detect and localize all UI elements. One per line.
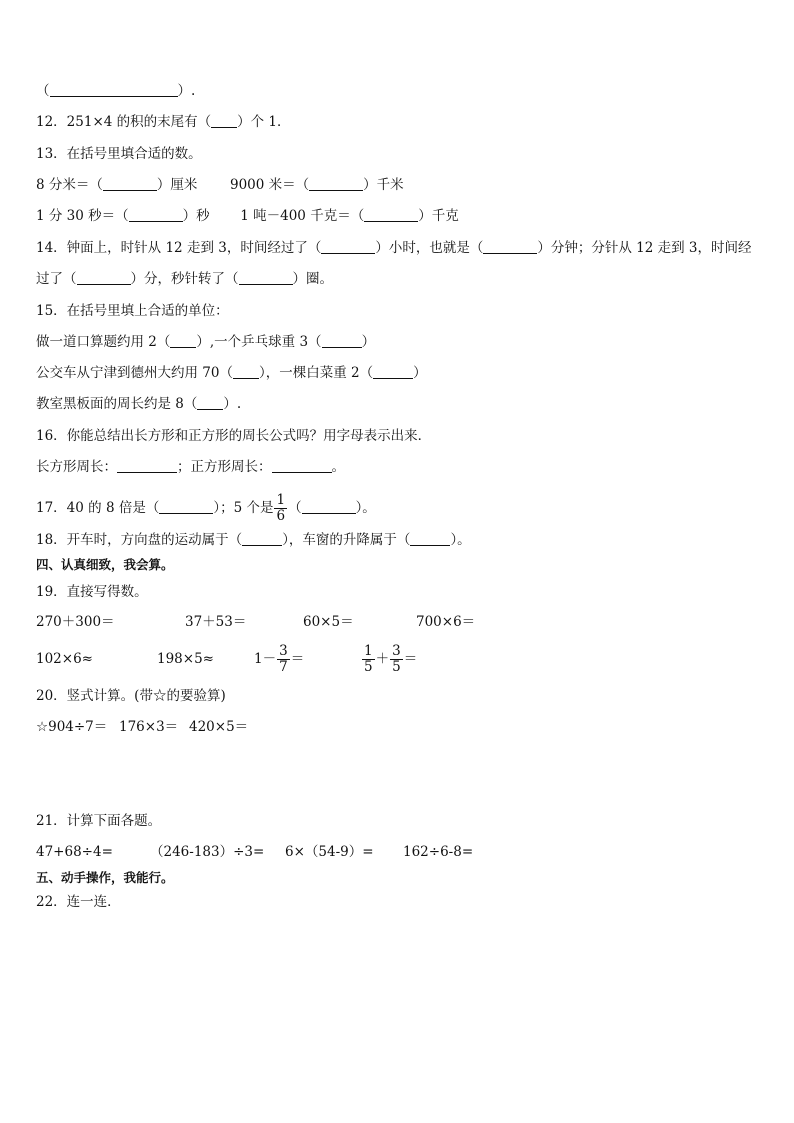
calc-item: 162÷6-8= [403, 844, 474, 860]
calc-item: 6×（54-9）= [285, 844, 374, 860]
calc-item: 700×6＝ [416, 614, 476, 630]
question-13-row2 [36, 207, 459, 225]
question-16-title: 16．你能总结出长方形和正方形的周长公式吗？用字母表示出来． [36, 428, 432, 444]
q11-open: （ [36, 83, 50, 99]
q18-b: ），车窗的升降属于（ [282, 532, 411, 548]
answer-blank[interactable] [170, 334, 196, 348]
q12-text: 12．251×4 的积的末尾有（ [36, 114, 212, 130]
fraction-3-5 [390, 644, 403, 675]
question-15-row1 [36, 333, 375, 351]
q14-l1b: ）小时，也就是（ [375, 240, 484, 256]
q15-a1v: ） [361, 334, 376, 350]
answer-blank[interactable] [103, 177, 157, 191]
fraction-1-5 [362, 644, 375, 675]
answer-blank[interactable] [410, 532, 450, 546]
calc-item: 176×3＝ [119, 719, 179, 735]
calc-item: 60×5＝ [303, 614, 354, 630]
plus-sign: ＋ [375, 651, 390, 667]
question-15-row3 [36, 395, 241, 413]
q17-c: （ [288, 500, 302, 516]
calc-item: 420×5＝ [189, 719, 249, 735]
question-17 [36, 493, 376, 524]
calc-item: 37＋53＝ [185, 614, 247, 630]
answer-blank[interactable] [239, 271, 293, 285]
fraction-numerator: 1 [276, 492, 286, 508]
calc-item-fraction-2 [361, 641, 417, 677]
fraction-3-7 [277, 644, 290, 675]
fraction-one-sixth [274, 493, 287, 524]
q13-a2: 9000 米＝（ [229, 177, 310, 193]
q13-b1: 1 分 30 秒＝（ [36, 208, 129, 224]
question-13-row1 [36, 176, 404, 194]
q17-d: ）。 [355, 500, 376, 516]
answer-blank[interactable] [373, 365, 413, 379]
fraction-denominator: 5 [364, 659, 373, 675]
q17-a: 17．40 的 8 倍是（ [36, 500, 160, 516]
answer-blank[interactable] [197, 396, 223, 410]
q16-square-label: ；正方形周长： [177, 459, 272, 475]
q17-b: ）；5 个是 [213, 500, 274, 516]
question-15-row2 [36, 364, 427, 382]
q13-b2-unit: ）千克 [418, 208, 459, 224]
calc-item: ☆904÷7＝ [36, 719, 108, 735]
answer-blank[interactable] [211, 114, 237, 128]
q14-l1a: 14．钟面上，时针从 12 走到 3，时间经过了（ [36, 240, 322, 256]
question-20-title: 20．竖式计算。(带☆的要验算) [36, 688, 226, 704]
section-4-heading: 四、认真细致，我会算。 [36, 557, 174, 572]
question-16-answer [36, 458, 345, 476]
question-14-line1 [36, 239, 751, 257]
answer-blank[interactable] [77, 271, 131, 285]
answer-blank[interactable] [483, 240, 537, 254]
q14-l2a: 过了（ [36, 271, 77, 287]
answer-blank[interactable] [309, 177, 363, 191]
q13-b2: 1 吨－400 千克＝（ [240, 208, 365, 224]
q13-a1: 8 分米＝（ [36, 177, 103, 193]
q11-close: ）. [177, 83, 196, 99]
answer-blank[interactable] [159, 500, 213, 514]
answer-blank[interactable] [117, 459, 177, 473]
calc-item: 47+68÷4= [36, 844, 113, 860]
q15-b1u: ），一棵白菜重 2（ [258, 365, 374, 381]
calc-item: （246-183）÷3= [150, 844, 265, 860]
fraction-numerator: 3 [279, 643, 288, 659]
answer-blank[interactable] [233, 365, 259, 379]
f2-equals: ＝ [403, 651, 418, 667]
q13-a2-unit: ）千米 [363, 177, 404, 193]
question-12 [36, 113, 291, 131]
calc-item: 102×6≈ [36, 651, 93, 667]
q15-a1u: ）,一个乒乓球重 3（ [196, 334, 322, 350]
question-15-title: 15．在括号里填上合适的单位： [36, 303, 229, 319]
fraction-numerator: 3 [392, 643, 401, 659]
question-22-title: 22．连一连． [36, 894, 121, 910]
calc-item: 270＋300＝ [36, 614, 115, 630]
question-19-title: 19．直接写得数。 [36, 584, 148, 600]
answer-blank[interactable] [272, 459, 332, 473]
question-13-title: 13．在括号里填合适的数。 [36, 146, 202, 162]
q14-l2c: ）圈。 [292, 271, 333, 287]
q14-l2b: ）分，秒针转了（ [130, 271, 239, 287]
q15-b1v: ） [413, 365, 427, 381]
calc-item-fraction-1 [254, 641, 304, 677]
q14-l1c: ）分钟；分针从 12 走到 3，时间经 [537, 240, 752, 256]
question-14-line2 [36, 270, 333, 288]
q18-c: ）。 [450, 532, 471, 548]
answer-blank[interactable] [302, 500, 356, 514]
q16-end: 。 [331, 459, 345, 475]
fraction-denominator: 7 [279, 659, 288, 675]
question-21-title: 21．计算下面各题。 [36, 813, 162, 829]
fraction-numerator: 1 [364, 643, 373, 659]
calc-item: 198×5≈ [157, 651, 214, 667]
answer-blank[interactable] [50, 83, 178, 97]
fraction-denominator: 6 [276, 508, 286, 524]
q15-c1u: ）. [223, 396, 242, 412]
fraction-denominator: 5 [392, 659, 401, 675]
answer-blank[interactable] [364, 208, 418, 222]
section-5-heading: 五、动手操作，我能行。 [36, 870, 174, 885]
q13-a1-unit: ）厘米 [156, 177, 198, 193]
f1-prefix: 1－ [254, 651, 277, 667]
q18-a: 18．开车时，方向盘的运动属于（ [36, 532, 243, 548]
question-18 [36, 531, 471, 549]
answer-blank[interactable] [322, 334, 362, 348]
q15-c1: 教室黑板面的周长约是 8（ [36, 396, 198, 412]
answer-blank[interactable] [242, 532, 282, 546]
q15-b1: 公交车从宁津到德州大约用 70（ [36, 365, 233, 381]
q13-b1-unit: ）秒 [182, 208, 210, 224]
q12-tail: ）个 1． [237, 114, 291, 130]
q16-rect-label: 长方形周长： [36, 459, 117, 475]
f1-equals: ＝ [290, 651, 305, 667]
answer-blank[interactable] [321, 240, 375, 254]
answer-blank[interactable] [129, 208, 183, 222]
q15-a1: 做一道口算题约用 2（ [36, 334, 171, 350]
q11-answer-line [36, 82, 195, 100]
